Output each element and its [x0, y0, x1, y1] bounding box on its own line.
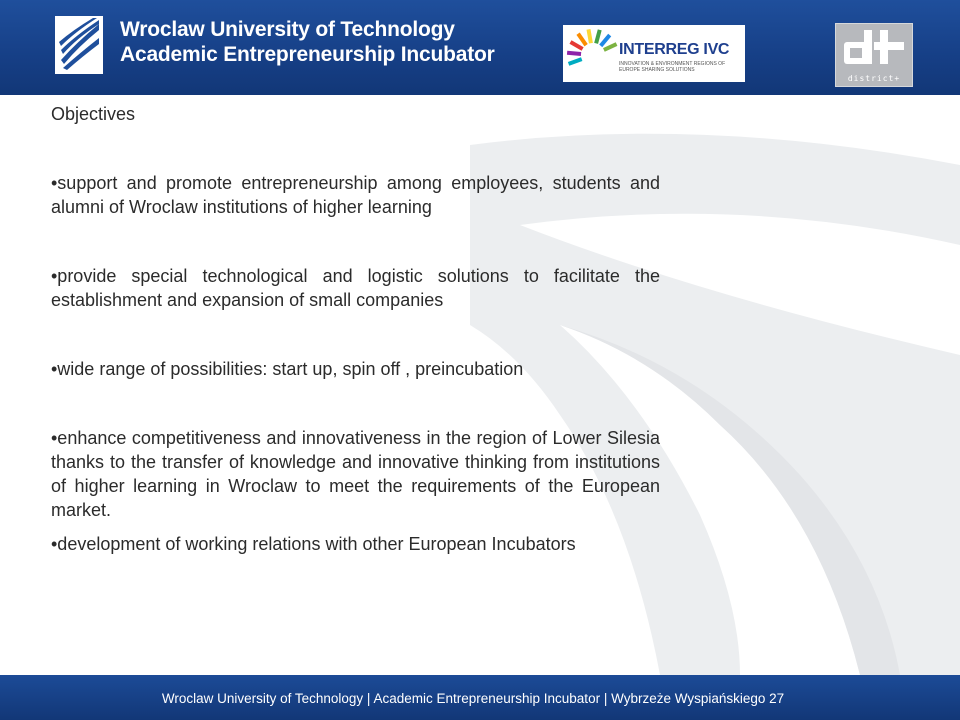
section-heading: Objectives — [51, 104, 136, 124]
university-logo-icon — [55, 16, 103, 74]
header-title-line2: Academic Entrepreneurship Incubator — [120, 43, 495, 66]
district-logo-text: district+ — [847, 74, 901, 83]
objective-item: •enhance competitiveness and innovativeness in the region of Lower Silesia thanks to the transfer of knowledge and innovative thinking from institutions of higher learning in Wroclaw to meet the requirements of the European market. — [51, 428, 660, 520]
objectives-section — [51, 102, 660, 556]
objective-item: •development of working relations with other European Incubators — [51, 534, 576, 554]
objective-item: •provide special technological and logistic solutions to facilitate the establishment and expansion of small companies — [51, 266, 660, 310]
header-title — [120, 17, 495, 67]
header-title-line1: Wroclaw University of Technology — [120, 18, 455, 41]
footer-text: Wroclaw University of Technology | Academic Entrepreneurship Incubator | Wybrzeże Wyspiańskiego 27 — [161, 691, 785, 706]
district-logo — [835, 23, 913, 87]
footer-bar — [0, 675, 960, 720]
objective-item: •support and promote entrepreneurship among employees, students and alumni of Wroclaw institutions of higher learning — [51, 173, 660, 217]
interreg-logo-tagline: INNOVATION & ENVIRONMENT REGIONS OF EUROPE SHARING SOLUTIONS — [619, 61, 726, 73]
interreg-star-icon — [563, 25, 619, 82]
interreg-logo — [563, 25, 745, 82]
interreg-logo-text: INTERREG IVC — [619, 41, 730, 58]
district-mark-icon — [836, 24, 912, 74]
objective-item: •wide range of possibilities: start up, spin off , preincubation — [51, 359, 524, 379]
header-banner — [0, 0, 960, 95]
